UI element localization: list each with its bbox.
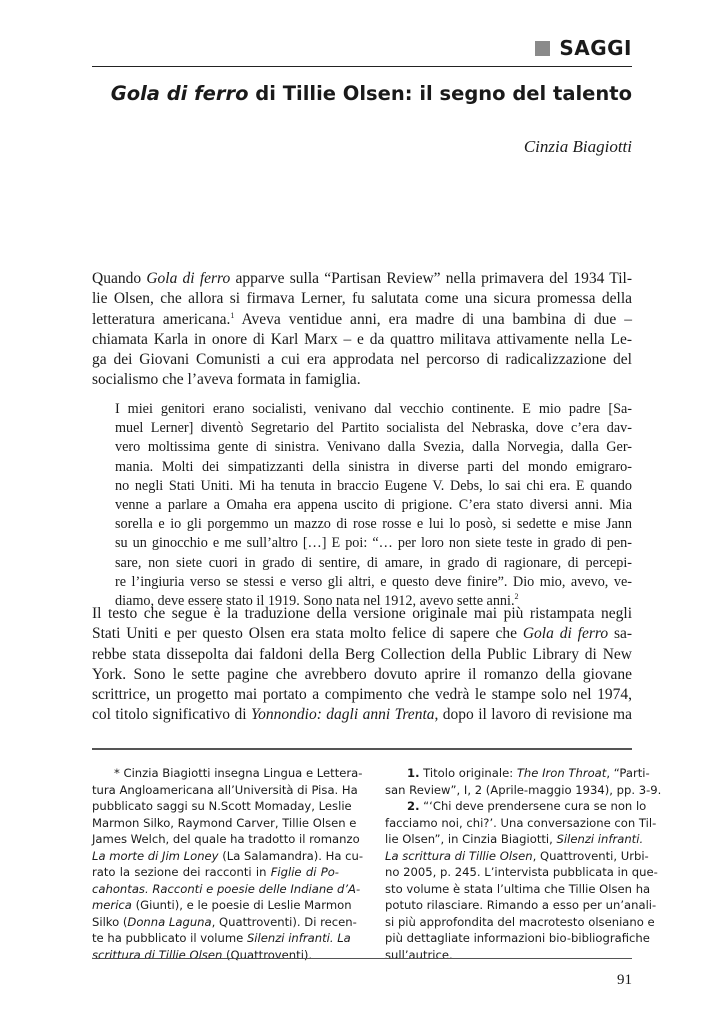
page-number: 91 [617, 972, 632, 988]
quote-line: re l’ingiuria verso se stessi e verso gli altri, e questo deve finire”. Dio mio, avevo, ve- [115, 573, 632, 590]
footnote-line: Silko (Donna Laguna, Quattroventi). Di recen- [92, 914, 357, 929]
title-rest: di Tillie Olsen: il segno del talento [248, 82, 632, 105]
footnote-line: scrittura di Tillie Olsen (Quattroventi). [92, 947, 313, 962]
quote-line: sare, non siete cuori in grado di sentire, di amare, in grado di ragionare, di percepi- [115, 554, 632, 571]
author-name: Cinzia Biagiotti [523, 137, 632, 156]
footnote-line: 2. “‘Chi deve prendersene cura se non lo [407, 799, 647, 813]
quote-line: venne a parlare a Omaha era appena uscito di prigione. C’era stato diversi anni. Mia [115, 497, 632, 514]
quote-line: vero moltissima gente di sinistra. Venivano dalla Svezia, dalla Norvegia, dalla Ger- [115, 439, 632, 456]
text-line: letteratura americana.$^1$ Aveva ventidue anni, era madre di una bambina di due – [92, 310, 632, 328]
author-footnote [92, 765, 364, 963]
footnote-ref-2: 2 [514, 592, 519, 602]
square-bullet-icon [535, 41, 550, 56]
quote-line: mania. Molti dei simpatizzanti della sinistra in diverse parti del mondo emigraro- [115, 458, 632, 475]
section-label [535, 36, 632, 60]
text-line: col titolo significativo di Yonnondio: dagli anni Trenta, dopo il lavoro di revisione ma [92, 706, 632, 724]
footnote-line: no 2005, p. 245. L’intervista pubblicata in que- [385, 865, 658, 879]
footnote-line: tura Angloamericana all’Università di Pisa. Ha [92, 782, 358, 797]
footnote-ref-1: 1 [230, 310, 235, 320]
footnote-line: san Review”, I, 2 (Aprile-maggio 1934), pp. 3-9. [385, 782, 662, 797]
footnote-line: * Cinzia Biagiotti insegna Lingua e Lettera- [114, 766, 363, 780]
quote-line: diamo, deve essere stato il 1919. Sono nata nel 1912, avevo sette anni.$^2$ [115, 592, 519, 610]
text-line: York. Sono le sette pagine che avrebbero dovuto aprire il romanzo della giovane [92, 665, 632, 683]
text-line: chiamata Karla in onore di Karl Marx – e da quattro militava attivamente nella Le- [92, 330, 632, 348]
footnote-line: facciamo noi, chi?’. Una conversazione con Til- [385, 815, 657, 830]
text-line: Il testo che segue è la traduzione della versione originale mai più ristampata negli [92, 605, 632, 622]
text-line: Quando Gola di ferro apparve sulla “Partisan Review” nella primavera del 1934 Til- [92, 270, 633, 287]
text-line: Stati Uniti e per questo Olsen era stata molto felice di sapere che Gola di ferro sa- [92, 625, 633, 643]
footnote-line: si più approfondita del macrotesto olseniano e [385, 914, 655, 929]
footnote-line: 1. Titolo originale: The Iron Throat, “Parti- [407, 766, 650, 780]
footnote-line: te ha pubblicato il volume Silenzi infranti. La [92, 931, 351, 945]
text-line: rebbe stata dissepolta dai faldoni della Berg Collection della Public Library di New [92, 645, 632, 663]
footnote-line: più dettagliate informazioni bio-bibliografiche [385, 931, 650, 945]
paragraph-2 [92, 604, 632, 726]
footnote-line: sto volume è stata l’ultima che Tillie Olsen ha [385, 881, 651, 896]
section-label-text: SAGGI [559, 36, 632, 60]
bottom-rule [92, 958, 632, 959]
text-line: lie Olsen, che allora si firmava Lerner, fu salutata come una sicura promessa della [92, 290, 632, 308]
footnote-line: potuto rilasciare. Rimando a esso per un’anali- [385, 898, 657, 912]
footnote-line: La scrittura di Tillie Olsen, Quattroventi, Urbi- [385, 848, 649, 863]
text-line: socialismo che l’aveva formata in famiglia. [92, 371, 361, 389]
block-quote [115, 400, 632, 611]
quote-line: muel Lerner] diventò Segretario del Partito socialista del Nebraska, dove c’era dav- [115, 420, 632, 437]
text-line: ga dei Giovani Comunisti a cui era approdata nel percorso di radicalizzazione del [92, 351, 632, 369]
title-italic: Gola di ferro [110, 82, 249, 105]
notes-footnotes [385, 765, 662, 963]
footnote-line: sull’autrice. [385, 947, 453, 962]
quote-line: I miei genitori erano socialisti, venivano dal vecchio continente. E mio padre [Sa- [115, 401, 632, 417]
footnote-line: rato la sezione dei racconti in Figlie di Po- [92, 865, 339, 879]
quote-line: no negli Stati Uniti. Mi ha tenuta in braccio Eugene V. Debs, lo sai chi era. E quando [115, 477, 632, 494]
footnote-line: La morte di Jim Loney (La Salamandra). Ha cu- [92, 848, 364, 863]
footnote-line: lie Olsen”, in Cinzia Biagiotti, Silenzi infranti. [385, 832, 644, 846]
quote-line: sorella e io gli porgemmo un mazzo di rose rosse e lui lo posò, si sedette e mise Jann [115, 516, 632, 533]
footnote-line: Marmon Silko, Raymond Carver, Tillie Olsen e [92, 815, 357, 830]
footnote-line: merica (Giunti), e le poesie di Leslie Marmon [92, 898, 352, 912]
footnote-line: cahontas. Racconti e poesie delle Indiane d’A- [92, 881, 361, 896]
footnote-line: pubblicato saggi su N.Scott Momaday, Leslie [92, 799, 352, 813]
article-title [111, 82, 632, 105]
footnote-line: James Welch, del quale ha tradotto il romanzo [92, 832, 360, 846]
quote-line: su un ginocchio e me sull’altro […] E poi: “… per loro non siete teste in grado di pen- [115, 535, 632, 552]
running-header [92, 36, 632, 67]
text-line: scrittrice, un progetto mai portato a compimento che vedrà le stampe solo nel 1974, [92, 686, 632, 704]
footnote-divider [92, 748, 632, 750]
paragraph-1 [92, 269, 632, 391]
